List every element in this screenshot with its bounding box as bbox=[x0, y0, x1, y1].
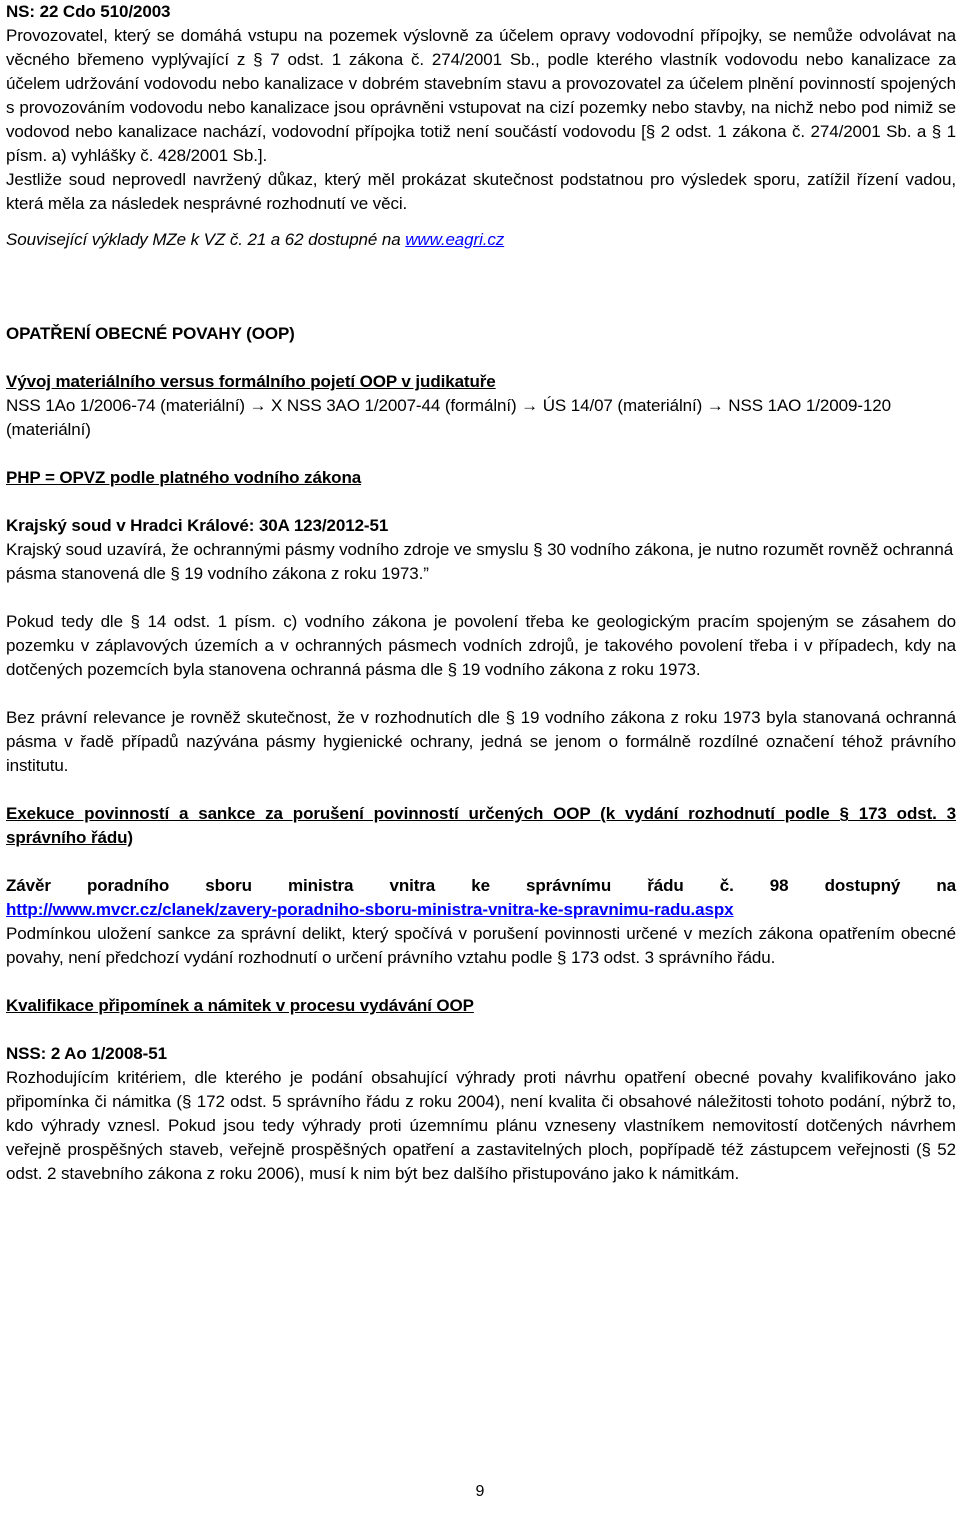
court-heading-nss: NSS: 2 Ao 1/2008-51 bbox=[6, 1044, 167, 1063]
court-heading: Krajský soud v Hradci Králové: 30A 123/2012-51 bbox=[6, 516, 389, 535]
paragraph: Bez právní relevance je rovněž skutečnost, že v rozhodnutích dle § 19 vodního zákona z roku 1973 byla stanovaná ochranná pásma v řadě případů nazývána pásmy hygienické ochrany, jedná se jenom o formálně rozdílné označení téhož právního institutu. bbox=[6, 708, 956, 775]
document-page bbox=[6, 0, 956, 1186]
case-heading: NS: 22 Cdo 510/2003 bbox=[6, 2, 171, 21]
case-chain: NSS 1Ao 1/2006-74 (materiální) → X NSS 3AO 1/2007-44 (formální) → ÚS 14/07 (materiální) → NSS 1AO 1/2009-120 (materiální) bbox=[6, 396, 891, 439]
paragraph: Rozhodujícím kritériem, dle kterého je podání obsahující výhrady proti návrhu opatření obecné povahy kvalifikováno jako připomínka či námitka (§ 172 odst. 5 správního řádu z roku 2004), není kvalita či obsahové náležitosti tohoto podání, nýbrž to, kdo výhrady vznesl. Pokud jsou tedy výhrady proti územnímu plánu vzneseny vlastníkem nemovitostí dotčených návrhem veřejně prospěšných staveb, veřejně prospěšných opatření a zastavitelných ploch, popřípadě též zástupcem veřejnosti (§ 52 odst. 2 stavebního zákona z roku 2006), musí k nim být bez dalšího přistupováno jako k námitkám. bbox=[6, 1068, 956, 1183]
court-paragraph: Krajský soud uzavírá, že ochrannými pásmy vodního zdroje ve smyslu § 30 vodního zákona, je nutno rozumět rovněž ochranná pásma stanovená dle § 19 vodního zákona z roku 1973.” bbox=[6, 540, 954, 583]
related-text: Související výklady MZe k VZ č. 21 a 62 dostupné na bbox=[6, 230, 406, 249]
subsection-heading-php: PHP = OPVZ podle platného vodního zákona bbox=[6, 468, 362, 487]
mvcr-link[interactable]: http://www.mvcr.cz/clanek/zavery-poradniho-sboru-ministra-vnitra-ke-spravnimu-radu.aspx bbox=[6, 900, 734, 919]
section-title: OPATŘENÍ OBECNÉ POVAHY (OOP) bbox=[6, 324, 295, 343]
related-note bbox=[6, 228, 956, 252]
eagri-link[interactable]: www.eagri.cz bbox=[405, 230, 505, 249]
conclusion-heading: Závěr poradního sboru ministra vnitra ke správnímu řádu č. 98 dostupný na bbox=[6, 876, 956, 895]
case-paragraph-2: Jestliže soud neprovedl navržený důkaz, který měl prokázat skutečnost podstatnou pro výsledek sporu, zatížil řízení vadou, která měla za následek nesprávné rozhodnutí ve věci. bbox=[6, 170, 956, 213]
paragraph: Podmínkou uložení sankce za správní delikt, který spočívá v porušení povinnosti určené v mezích zákona opatřením obecné povahy, není předchozí vydání rozhodnutí o určení právního vztahu podle § 173 odst. 3 správního řádu. bbox=[6, 924, 956, 967]
subsection-heading: Vývoj materiálního versus formálního pojetí OOP v judikatuře bbox=[6, 372, 496, 391]
paragraph: Pokud tedy dle § 14 odst. 1 písm. c) vodního zákona je povolení třeba ke geologickým pracím spojeným se zásahem do pozemku v záplavových územích a v ochranných pásmech vodních zdrojů, je takového povolení třeba i v případech, kdy na dotčených pozemcích byla stanovena ochranná pásma dle § 19 vodního zákona z roku 1973. bbox=[6, 612, 956, 679]
page-number: 9 bbox=[475, 1483, 485, 1500]
subsection-heading-exekuce: Exekuce povinností a sankce za porušení povinností určených OOP (k vydání rozhodnutí podle § 173 odst. 3 správního řádu) bbox=[6, 804, 956, 847]
case-paragraph: Provozovatel, který se domáhá vstupu na pozemek výslovně za účelem opravy vodovodní přípojky, se nemůže odvolávat na věcného břemeno vyplývající z § 7 odst. 1 zákona č. 274/2001 Sb., podle kterého vlastník vodovodu nebo kanalizace za účelem udržování vodovodu nebo kanalizace v dobrém stavebním stavu a provozovatel za účelem plnění povinností spojených s provozováním vodovodu nebo kanalizace jsou oprávněni vstupovat na cizí pozemky nebo stavby, na nichž nebo pod nimiž se vodovod nebo kanalizace nachází, vodovodní přípojka totiž není součástí vodovodu [§ 2 odst. 1 zákona č. 274/2001 Sb. a § 1 písm. a) vyhlášky č. 428/2001 Sb.]. bbox=[6, 26, 956, 165]
subsection-heading-kvalifikace: Kvalifikace připomínek a námitek v procesu vydávání OOP bbox=[6, 996, 474, 1015]
